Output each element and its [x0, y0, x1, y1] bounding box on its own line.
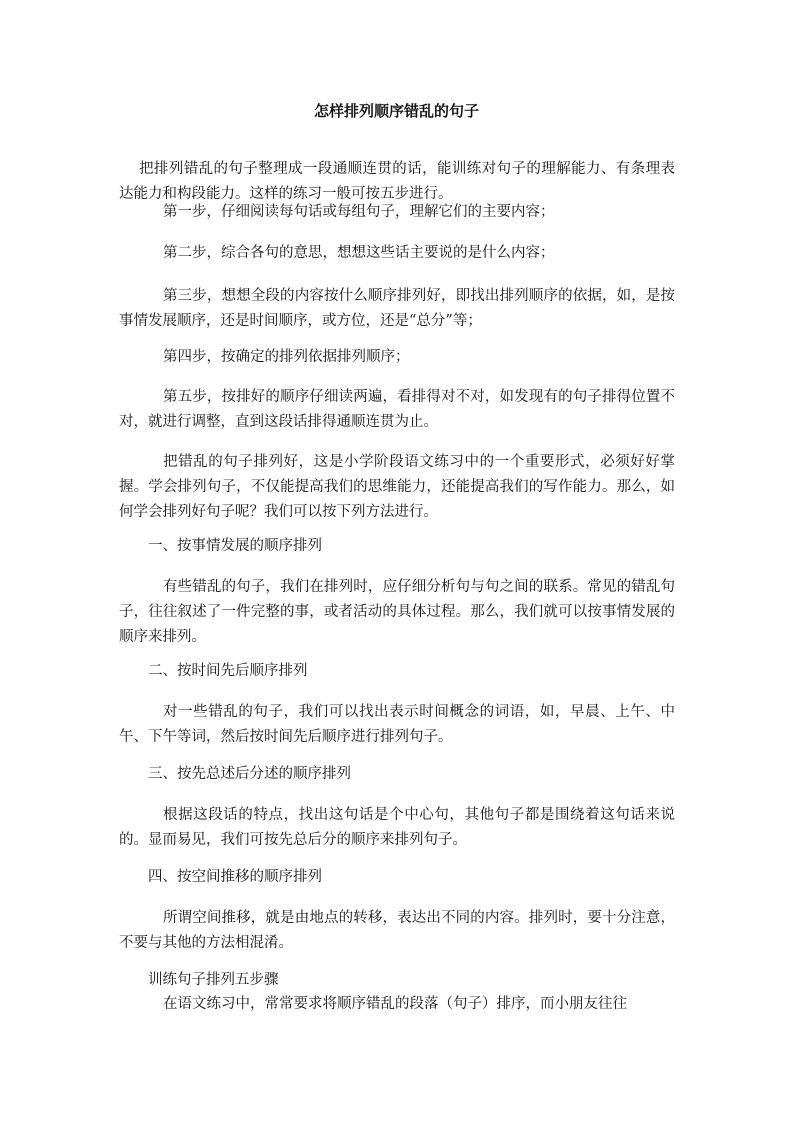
section-heading-4: 四、按空间推移的顺序排列: [148, 869, 322, 885]
document-title: 怎样排列顺序错乱的句子: [313, 102, 479, 120]
section-heading-5: 训练句子排列五步骤: [148, 972, 279, 988]
paragraph-section-3: 根据这段话的特点，找出这句话是个中心句，其他句子都是围绕着这句话来说的。显而易见，我们可按先总后分的顺序来排列句子。: [119, 807, 675, 848]
paragraph-section-1: 有些错乱的句子，我们在排列时，应仔细分析句与句之间的联系。常见的错乱句子，往往叙述了一件完整的事，或者活动的具体过程。那么，我们就可以按事情发展的顺序来排列。: [119, 579, 675, 645]
paragraph-section-2: 对一些错乱的句子，我们可以找出表示时间概念的词语，如，早晨、上午、中午、下午等词，然后按时间先后顺序进行排列句子。: [119, 704, 675, 745]
paragraph-step-3: 第三步，想想全段的内容按什么顺序排列好，即找出排列顺序的依据，如，是按事情发展顺序，还是时间顺序，或方位，还是“总分”等；: [119, 288, 675, 329]
paragraph-step-5: 第五步，按排好的顺序仔细读两遍，看排得对不对，如发现有的句子排得位置不对，就进行调整，直到这段话排得通顺连贯为止。: [119, 389, 675, 430]
section-heading-2: 二、按时间先后顺序排列: [148, 663, 308, 679]
section-heading-3: 三、按先总述后分述的顺序排列: [148, 766, 351, 782]
paragraph-importance: 把错乱的句子排列好，这是小学阶段语文练习中的一个重要形式，必须好好掌握。学会排列句子，不仅能提高我们的思维能力，还能提高我们的写作能力。那么，如何学会排列好句子呢？我们可以按下列方法进行。: [119, 454, 675, 520]
section-heading-1: 一、按事情发展的顺序排列: [148, 538, 322, 554]
paragraph-section-4: 所谓空间推移，就是由地点的转移，表达出不同的内容。排列时，要十分注意，不要与其他的方法相混淆。: [119, 910, 675, 951]
paragraph-intro: 把排列错乱的句子整理成一段通顺连贯的话，能训练对句子的理解能力、有条理表达能力和构段能力。这样的练习一般可按五步进行。: [119, 161, 675, 202]
paragraph-section-5: 在语文练习中，常常要求将顺序错乱的段落（句子）排序，而小朋友往往: [163, 996, 627, 1012]
paragraph-step-4: 第四步，按确定的排列依据排列顺序；: [163, 349, 410, 365]
paragraph-step-1: 第一步，仔细阅读每句话或每组句子，理解它们的主要内容；: [163, 204, 555, 220]
paragraph-step-2: 第二步，综合各句的意思，想想这些话主要说的是什么内容；: [163, 245, 555, 261]
